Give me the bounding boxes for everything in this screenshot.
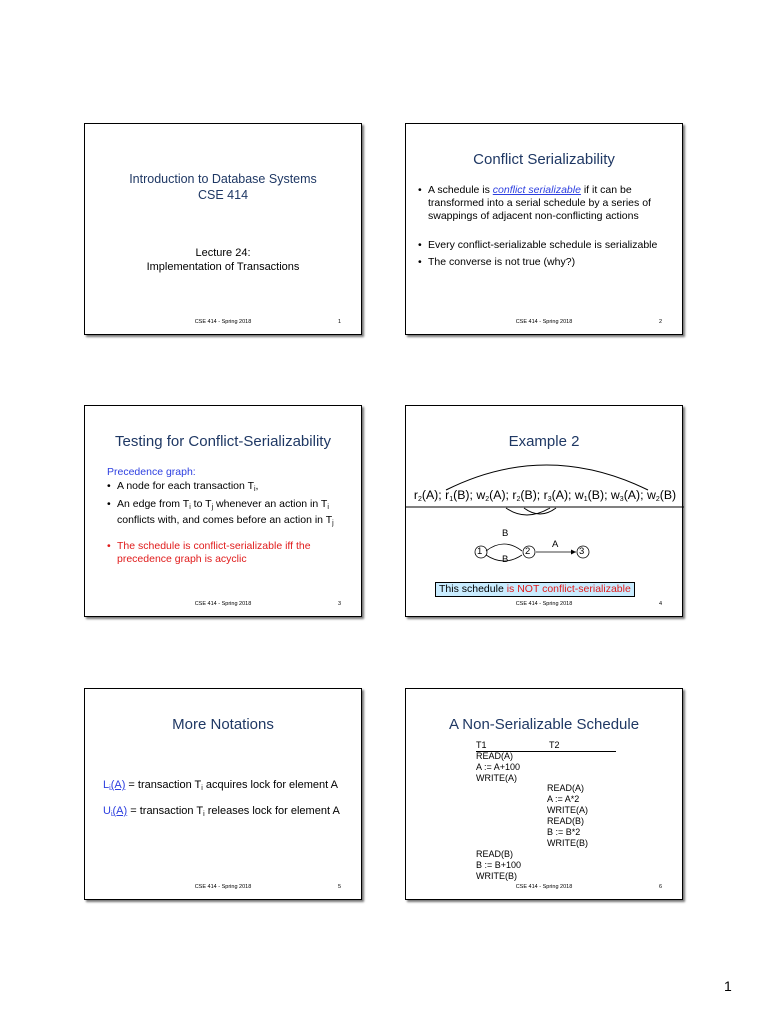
- slide-1: [84, 123, 362, 335]
- lecture-number: Lecture 24:: [195, 247, 251, 259]
- slide-footer: CSE 414 - Spring 2018: [194, 319, 252, 325]
- slide-1-subtitle: [85, 246, 361, 274]
- slide-1-title: [85, 171, 361, 203]
- slide-2: [405, 123, 683, 335]
- t1-block-2: [476, 849, 521, 882]
- page-number: 1: [724, 978, 732, 994]
- schedule-action: $w_2(A)$;: [476, 488, 513, 503]
- edge-label-b-bottom: B: [502, 554, 509, 565]
- slide-number: 1: [337, 319, 341, 325]
- schedule-action: $w_1(B)$;: [574, 488, 611, 503]
- graph-node-1: 1: [477, 546, 483, 557]
- op-line: READ(B): [476, 849, 514, 859]
- op-line: A := A+100: [476, 762, 521, 772]
- slide-number: 2: [658, 319, 662, 325]
- op-line: READ(B): [547, 816, 585, 826]
- slide-footer: CSE 414 - Spring 2018: [515, 601, 573, 607]
- op-line: WRITE(A): [476, 773, 517, 783]
- op-line: READ(A): [476, 751, 514, 761]
- schedule-action: $r_1(B)$;: [445, 488, 477, 503]
- bullet-item: • An edge from $T_i$ to $T_j$ whenever an action in $T_i$ conflicts with, and comes before an action in $T_j$: [107, 498, 352, 530]
- slide-5: [84, 688, 362, 900]
- edge-label-a: A: [552, 539, 559, 550]
- op-line: B := B*2: [547, 827, 581, 837]
- slide-3: [84, 405, 362, 617]
- op-line: B := B+100: [476, 860, 522, 870]
- conclusion-box: This schedule is NOT conflict-serializable: [435, 582, 635, 597]
- bullet-item: • A schedule is conflict serializable if it can be transformed into a serial schedule by a series of swappings of adjacent non-conflicting actions: [418, 184, 670, 223]
- slide-footer: CSE 414 - Spring 2018: [515, 884, 573, 890]
- bullet-item: • Every conflict-serializable schedule is serializable: [418, 239, 670, 252]
- graph-node-3: 3: [579, 546, 585, 557]
- schedule-action: $w_3(A)$;: [610, 488, 647, 503]
- schedule-action: $r_2(A)$;: [413, 488, 446, 503]
- col-header-t2: T2: [549, 740, 560, 750]
- col-header-t1: T1: [476, 740, 487, 750]
- slide-number: 5: [337, 884, 341, 890]
- unlock-notation: $U_i(A)$ = transaction $T_i$ releases lock for element A: [103, 805, 340, 818]
- slide-number: 4: [658, 601, 662, 607]
- op-line: WRITE(B): [547, 838, 588, 848]
- course-title: Introduction to Database Systems: [129, 172, 317, 186]
- t1-block-1: [476, 751, 520, 784]
- slide-footer: CSE 414 - Spring 2018: [515, 319, 573, 325]
- slide-6-title: A Non-Serializable Schedule: [448, 716, 640, 733]
- slide-number: 3: [337, 601, 341, 607]
- graph-node-2: 2: [525, 546, 531, 557]
- lecture-title: Implementation of Transactions: [146, 261, 300, 273]
- bullet-item: • A node for each transaction $T_i$,: [107, 480, 352, 496]
- slide-4: [405, 405, 683, 617]
- lock-notation: $L_i(A)$ = transaction $T_i$ acquires lock for element A: [103, 779, 338, 792]
- slide-5-title: More Notations: [172, 716, 274, 733]
- bullet-item: • The schedule is conflict-serializable iff the precedence graph is acyclic: [107, 540, 352, 566]
- course-code: CSE 414: [197, 188, 249, 202]
- term-link: conflict serializable: [492, 184, 581, 196]
- slide-footer: CSE 414 - Spring 2018: [194, 601, 252, 607]
- slide-2-title: Conflict Serializability: [473, 151, 615, 168]
- slide-6: [405, 688, 683, 900]
- precedence-graph-heading: Precedence graph:: [107, 466, 196, 478]
- edge-label-b-top: B: [502, 528, 509, 539]
- schedule-action: $r_3(A)$;: [543, 488, 575, 503]
- op-line: A := A*2: [547, 794, 580, 804]
- schedule-action: $w_2(B)$: [646, 488, 677, 503]
- bullet-item: • The converse is not true (why?): [418, 256, 670, 269]
- slide-3-title: Testing for Conflict-Serializability: [115, 433, 331, 450]
- op-line: WRITE(B): [476, 871, 517, 881]
- op-line: READ(A): [547, 783, 585, 793]
- slide-number: 6: [658, 884, 662, 890]
- slide-4-title: Example 2: [508, 433, 580, 450]
- slide-2-bullets: [418, 184, 670, 269]
- schedule-action: $r_2(B)$;: [512, 488, 544, 503]
- t2-block: [547, 783, 588, 849]
- schedule-line: [406, 488, 684, 503]
- op-line: WRITE(A): [547, 805, 588, 815]
- slide-3-bullets: [107, 480, 352, 566]
- slide-footer: CSE 414 - Spring 2018: [194, 884, 252, 890]
